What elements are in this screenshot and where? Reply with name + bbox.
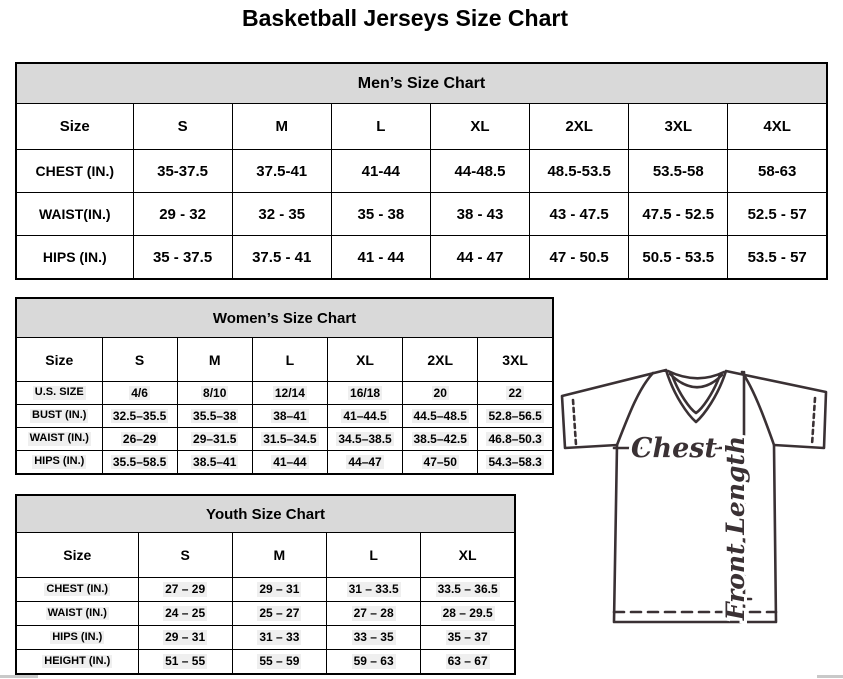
table-cell [177,451,252,475]
row-label [16,428,102,451]
column-header: S [102,338,177,382]
table-cell [177,382,252,405]
table-row [16,650,515,675]
column-header: 2XL [530,104,629,150]
table-cell [252,451,327,475]
table-cell [177,428,252,451]
scrollbar-fragment-left[interactable] [0,675,38,678]
page-title: Basketball Jerseys Size Chart [241,5,568,31]
row-label [16,578,138,602]
table-row [16,236,827,280]
cell-value: 38.5–41 [193,454,237,469]
cell-value: 20 [433,385,447,400]
jersey-outline [562,370,826,622]
column-header: 2XL [403,338,478,382]
cell-value: 35.5–38 [193,408,237,423]
table-cell [327,428,402,451]
cell-value: 51 – 55 [165,654,206,669]
youth-table-title: Youth Size Chart [16,495,515,533]
womens-table-title: Women’s Size Chart [16,298,553,338]
column-header: M [177,338,252,382]
table-cell [252,405,327,428]
table-cell [102,405,177,428]
cell-value: 44–47 [348,454,382,469]
cell-value: 16/18 [350,385,381,400]
table-cell: 48.5-53.5 [530,150,629,193]
table-cell: 41-44 [331,150,430,193]
table-cell [327,650,421,675]
column-header: XL [430,104,529,150]
cell-value: 59 – 63 [353,654,394,669]
table-cell: 29 - 32 [133,193,232,236]
cell-value: 27 – 29 [165,582,206,597]
table-cell [478,382,553,405]
cell-value: 46.8–50.3 [488,431,542,446]
cell-value: 41–44 [273,454,307,469]
cell-value: 38.5–42.5 [413,431,467,446]
table-cell: 44-48.5 [430,150,529,193]
cell-value: 54.3–58.3 [488,454,542,469]
table-cell [138,602,232,626]
table-cell [478,451,553,475]
table-cell [252,382,327,405]
table-cell [421,650,515,675]
cell-value: 47–50 [423,454,457,469]
table-cell [138,626,232,650]
table-cell [403,451,478,475]
table-cell [421,626,515,650]
column-header: S [138,533,232,578]
table-row [16,578,515,602]
table-cell [138,650,232,675]
mens-size-chart-table [15,62,828,280]
table-cell [138,578,232,602]
table-cell: 38 - 43 [430,193,529,236]
table-cell [421,602,515,626]
cell-value: 63 – 67 [447,654,488,669]
cell-value: 29–31.5 [193,431,237,446]
youth-header-row [16,533,515,578]
table-cell: 35 - 38 [331,193,430,236]
table-cell [232,626,326,650]
table-row [16,405,553,428]
table-cell: 43 - 47.5 [530,193,629,236]
cell-value: 28 – 29.5 [442,606,493,621]
table-row [16,150,827,193]
column-header: 3XL [478,338,553,382]
cell-value: 31.5–34.5 [263,431,317,446]
row-label: WAIST(IN.) [16,193,133,236]
table-row [16,451,553,475]
table-cell: 32 - 35 [232,193,331,236]
table-cell: 35 - 37.5 [133,236,232,280]
cell-value: 22 [508,385,522,400]
table-cell [327,382,402,405]
table-cell [421,578,515,602]
cell-value: 8/10 [203,385,227,400]
cell-value: WAIST (IN.) [29,432,89,445]
table-row [16,193,827,236]
cell-value: 26–29 [122,431,157,446]
table-cell [102,428,177,451]
column-header: Size [16,104,133,150]
table-cell: 50.5 - 53.5 [629,236,728,280]
cell-value: HEIGHT (IN.) [44,654,111,667]
table-cell [102,451,177,475]
table-cell [232,578,326,602]
table-cell: 52.5 - 57 [728,193,827,236]
mens-header-row [16,104,827,150]
cuff-dash-left [573,400,576,445]
row-label [16,451,102,475]
column-header: Size [16,533,138,578]
cell-value: 25 – 27 [259,606,300,621]
row-label [16,626,138,650]
cell-value: 12/14 [274,385,305,400]
row-label [16,602,138,626]
table-cell [232,602,326,626]
armhole-seam-right [742,372,774,445]
table-cell: 53.5 - 57 [728,236,827,280]
table-cell [478,428,553,451]
youth-size-chart-table [15,494,516,675]
cell-value: 24 – 25 [165,606,206,621]
table-row [16,602,515,626]
column-header: S [133,104,232,150]
table-cell [327,451,402,475]
column-header: Size [16,338,102,382]
cell-value: CHEST (IN.) [46,582,109,595]
cuff-dash-right [812,398,815,445]
table-row [16,428,553,451]
row-label: CHEST (IN.) [16,150,133,193]
cell-value: 35 – 37 [447,630,488,645]
row-label: HIPS (IN.) [16,236,133,280]
table-cell [327,405,402,428]
cell-value: 29 – 31 [165,630,206,645]
cell-value: 38–41 [273,408,307,423]
table-cell [232,650,326,675]
cell-value: HIPS (IN.) [34,455,85,468]
cell-value: BUST (IN.) [32,409,87,422]
cell-value: 33.5 – 36.5 [437,582,498,597]
table-cell: 58-63 [728,150,827,193]
row-label [16,405,102,428]
table-cell: 41 - 44 [331,236,430,280]
cell-value: 35.5–58.5 [112,454,167,469]
table-cell [327,626,421,650]
column-header: 4XL [728,104,827,150]
youth-table-title-row [16,495,515,533]
column-header: L [252,338,327,382]
column-header: L [327,533,421,578]
jersey-diagram [552,352,843,664]
womens-header-row [16,338,553,382]
chest-label: Chest [631,433,717,464]
table-cell: 37.5 - 41 [232,236,331,280]
cell-value: 32.5–35.5 [112,408,167,423]
column-header: M [232,104,331,150]
cell-value: 55 – 59 [259,654,300,669]
row-label [16,382,102,405]
row-label [16,650,138,675]
cell-value: 34.5–38.5 [338,431,392,446]
cell-value: HIPS (IN.) [52,630,103,643]
collar-arc-outer [668,371,724,378]
column-header: M [232,533,326,578]
column-header: L [331,104,430,150]
table-cell [327,602,421,626]
cell-value: 41–44.5 [343,408,387,423]
column-header: XL [421,533,515,578]
cell-value: 27 – 28 [353,606,394,621]
cell-value: WAIST (IN.) [47,606,107,619]
cell-value: 52.8–56.5 [488,408,542,423]
table-row [16,382,553,405]
column-header: 3XL [629,104,728,150]
table-row [16,626,515,650]
table-cell [327,578,421,602]
table-cell: 47.5 - 52.5 [629,193,728,236]
cell-value: 33 – 35 [353,630,394,645]
mens-table-title: Men’s Size Chart [16,63,827,104]
cell-value: U.S. SIZE [34,386,84,399]
table-cell: 35-37.5 [133,150,232,193]
front-length-label: Front Length [721,435,750,621]
table-cell [403,405,478,428]
cell-value: 4/6 [131,385,148,400]
table-cell [403,382,478,405]
womens-size-chart-table [15,297,554,475]
mens-table-title-row [16,63,827,104]
table-cell [177,405,252,428]
womens-table-title-row [16,298,553,338]
cell-value: 31 – 33 [259,630,300,645]
table-cell: 53.5-58 [629,150,728,193]
column-header: XL [327,338,402,382]
table-cell [403,428,478,451]
table-cell: 37.5-41 [232,150,331,193]
scrollbar-fragment-right[interactable] [817,675,843,678]
table-cell: 44 - 47 [430,236,529,280]
table-cell [478,405,553,428]
table-cell [252,428,327,451]
cell-value: 29 – 31 [259,582,300,597]
cell-value: 44.5–48.5 [413,408,467,423]
table-cell: 47 - 50.5 [530,236,629,280]
table-cell [102,382,177,405]
cell-value: 31 – 33.5 [348,582,399,597]
